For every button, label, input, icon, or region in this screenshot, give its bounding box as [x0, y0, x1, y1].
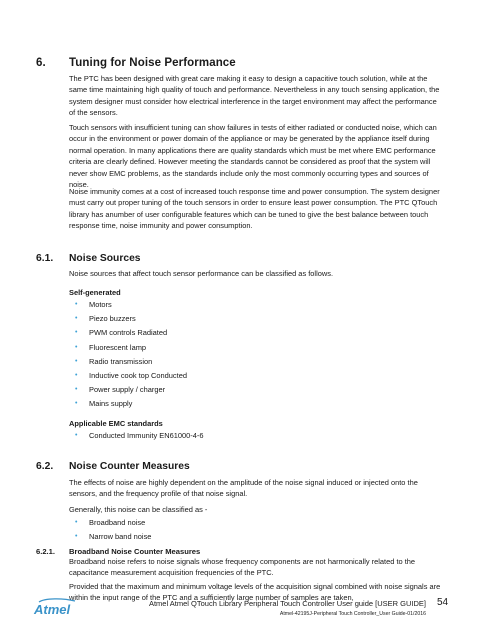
logo-text: Atmel: [34, 602, 71, 617]
subsubsection-heading: [36, 547, 200, 556]
bullet-icon: •: [75, 357, 78, 365]
list-item: • Motors: [69, 298, 187, 312]
bullet-list: [69, 516, 151, 544]
paragraph: Noise immunity comes at a cost of increased touch response time and power consumption. The system designer must carry out proper tuning of the touch sensors in order to ensure least power consumption. The PTC QTouch library has anumber of user configurable features which can be tuned to give the best balance between touch response time, noise immunity and power consumption.: [69, 187, 440, 231]
list-item: • Piezo buzzers: [69, 312, 187, 326]
paragraph: The PTC has been designed with great care making it easy to design a capacitive touch solution, while at the same time maintaining high quality of touch and performance. Nevertheless in any touch sensing application, the system designer must consider how electrical interference in the target environment may affect the performance of the sensors.: [69, 74, 440, 118]
paragraph: Touch sensors with insufficient tuning can show failures in tests of either radiated or conducted noise, which can occur in the environment or power domain of the appliance or may be generated by the appliance itself during normal operation. In many applications there are quality standards which must be met where EMC performance criteria are clearly defined. However meeting the standards cannot be considered as proof that the system will never show EMC problems, as the standards include only the most commonly occurring types and sources of noise.: [69, 123, 437, 190]
bullet-icon: •: [75, 329, 78, 337]
subsection-number: 6.1.: [36, 253, 54, 264]
section-heading: [36, 57, 236, 69]
bullet-icon: •: [75, 301, 78, 308]
subsection-title: Noise Counter Measures: [69, 461, 190, 472]
paragraph: Provided that the maximum and minimum voltage levels of the acquisition signal combined with noise signals are within the input range of the PTC and a sufficiently large number of samples are taken,: [69, 582, 441, 603]
bullet-icon: •: [75, 386, 78, 394]
list-item: • Broadband noise: [69, 516, 151, 530]
bullet-icon: •: [75, 519, 78, 526]
document-id: Atmel-42195J-Peripheral Touch Controller_User Guide-01/2016: [279, 611, 426, 617]
list-item: • Fluorescent lamp: [69, 341, 187, 355]
list-item: • Radio transmission: [69, 355, 187, 369]
list-heading: Self-generated: [69, 288, 121, 297]
atmel-logo-icon: [33, 597, 93, 617]
list-heading: Applicable EMC standards: [69, 419, 163, 428]
subsubsection-title: Broadband Noise Counter Measures: [69, 547, 201, 556]
list-item: • Conducted Immunity EN61000-4-6: [69, 429, 204, 443]
subsection-number: 6.2.: [36, 461, 54, 472]
subsection-heading: [36, 253, 141, 264]
bullet-icon: •: [75, 432, 78, 439]
list-item: • Inductive cook top Conducted: [69, 369, 187, 383]
page-number: 54: [437, 597, 449, 608]
bullet-icon: •: [75, 371, 78, 379]
bullet-icon: •: [75, 400, 78, 408]
list-item: • Narrow band noise: [69, 530, 151, 544]
footer-title: Atmel Atmel QTouch Library Peripheral Touch Controller User guide [USER GUIDE]: [148, 599, 426, 608]
list-item: • Mains supply: [69, 397, 187, 411]
bullet-icon: •: [75, 343, 78, 351]
bullet-icon: •: [75, 315, 78, 323]
section-title: Tuning for Noise Performance: [69, 57, 236, 69]
paragraph: The effects of noise are highly dependent on the amplitude of the noise signal induced or injected onto the sensors, and the frequency profile of that noise signal.: [69, 478, 418, 499]
list-item: • PWM controls Radiated: [69, 326, 187, 340]
bullet-list: [69, 429, 204, 443]
paragraph: Broadband noise refers to noise signals whose frequency components are not harmonically related to the capacitance measurement acquisition frequencies of the PTC.: [69, 557, 416, 578]
subsection-title: Noise Sources: [69, 253, 141, 264]
subsubsection-number: 6.2.1.: [36, 547, 55, 556]
bullet-list: [69, 298, 187, 412]
paragraph: Noise sources that affect touch sensor performance can be classified as follows.: [69, 269, 334, 278]
paragraph: Generally, this noise can be classified as -: [69, 505, 208, 514]
list-item: • Power supply / charger: [69, 383, 187, 397]
section-number: 6.: [36, 57, 46, 69]
subsection-heading: [36, 461, 190, 472]
bullet-icon: •: [75, 533, 78, 541]
